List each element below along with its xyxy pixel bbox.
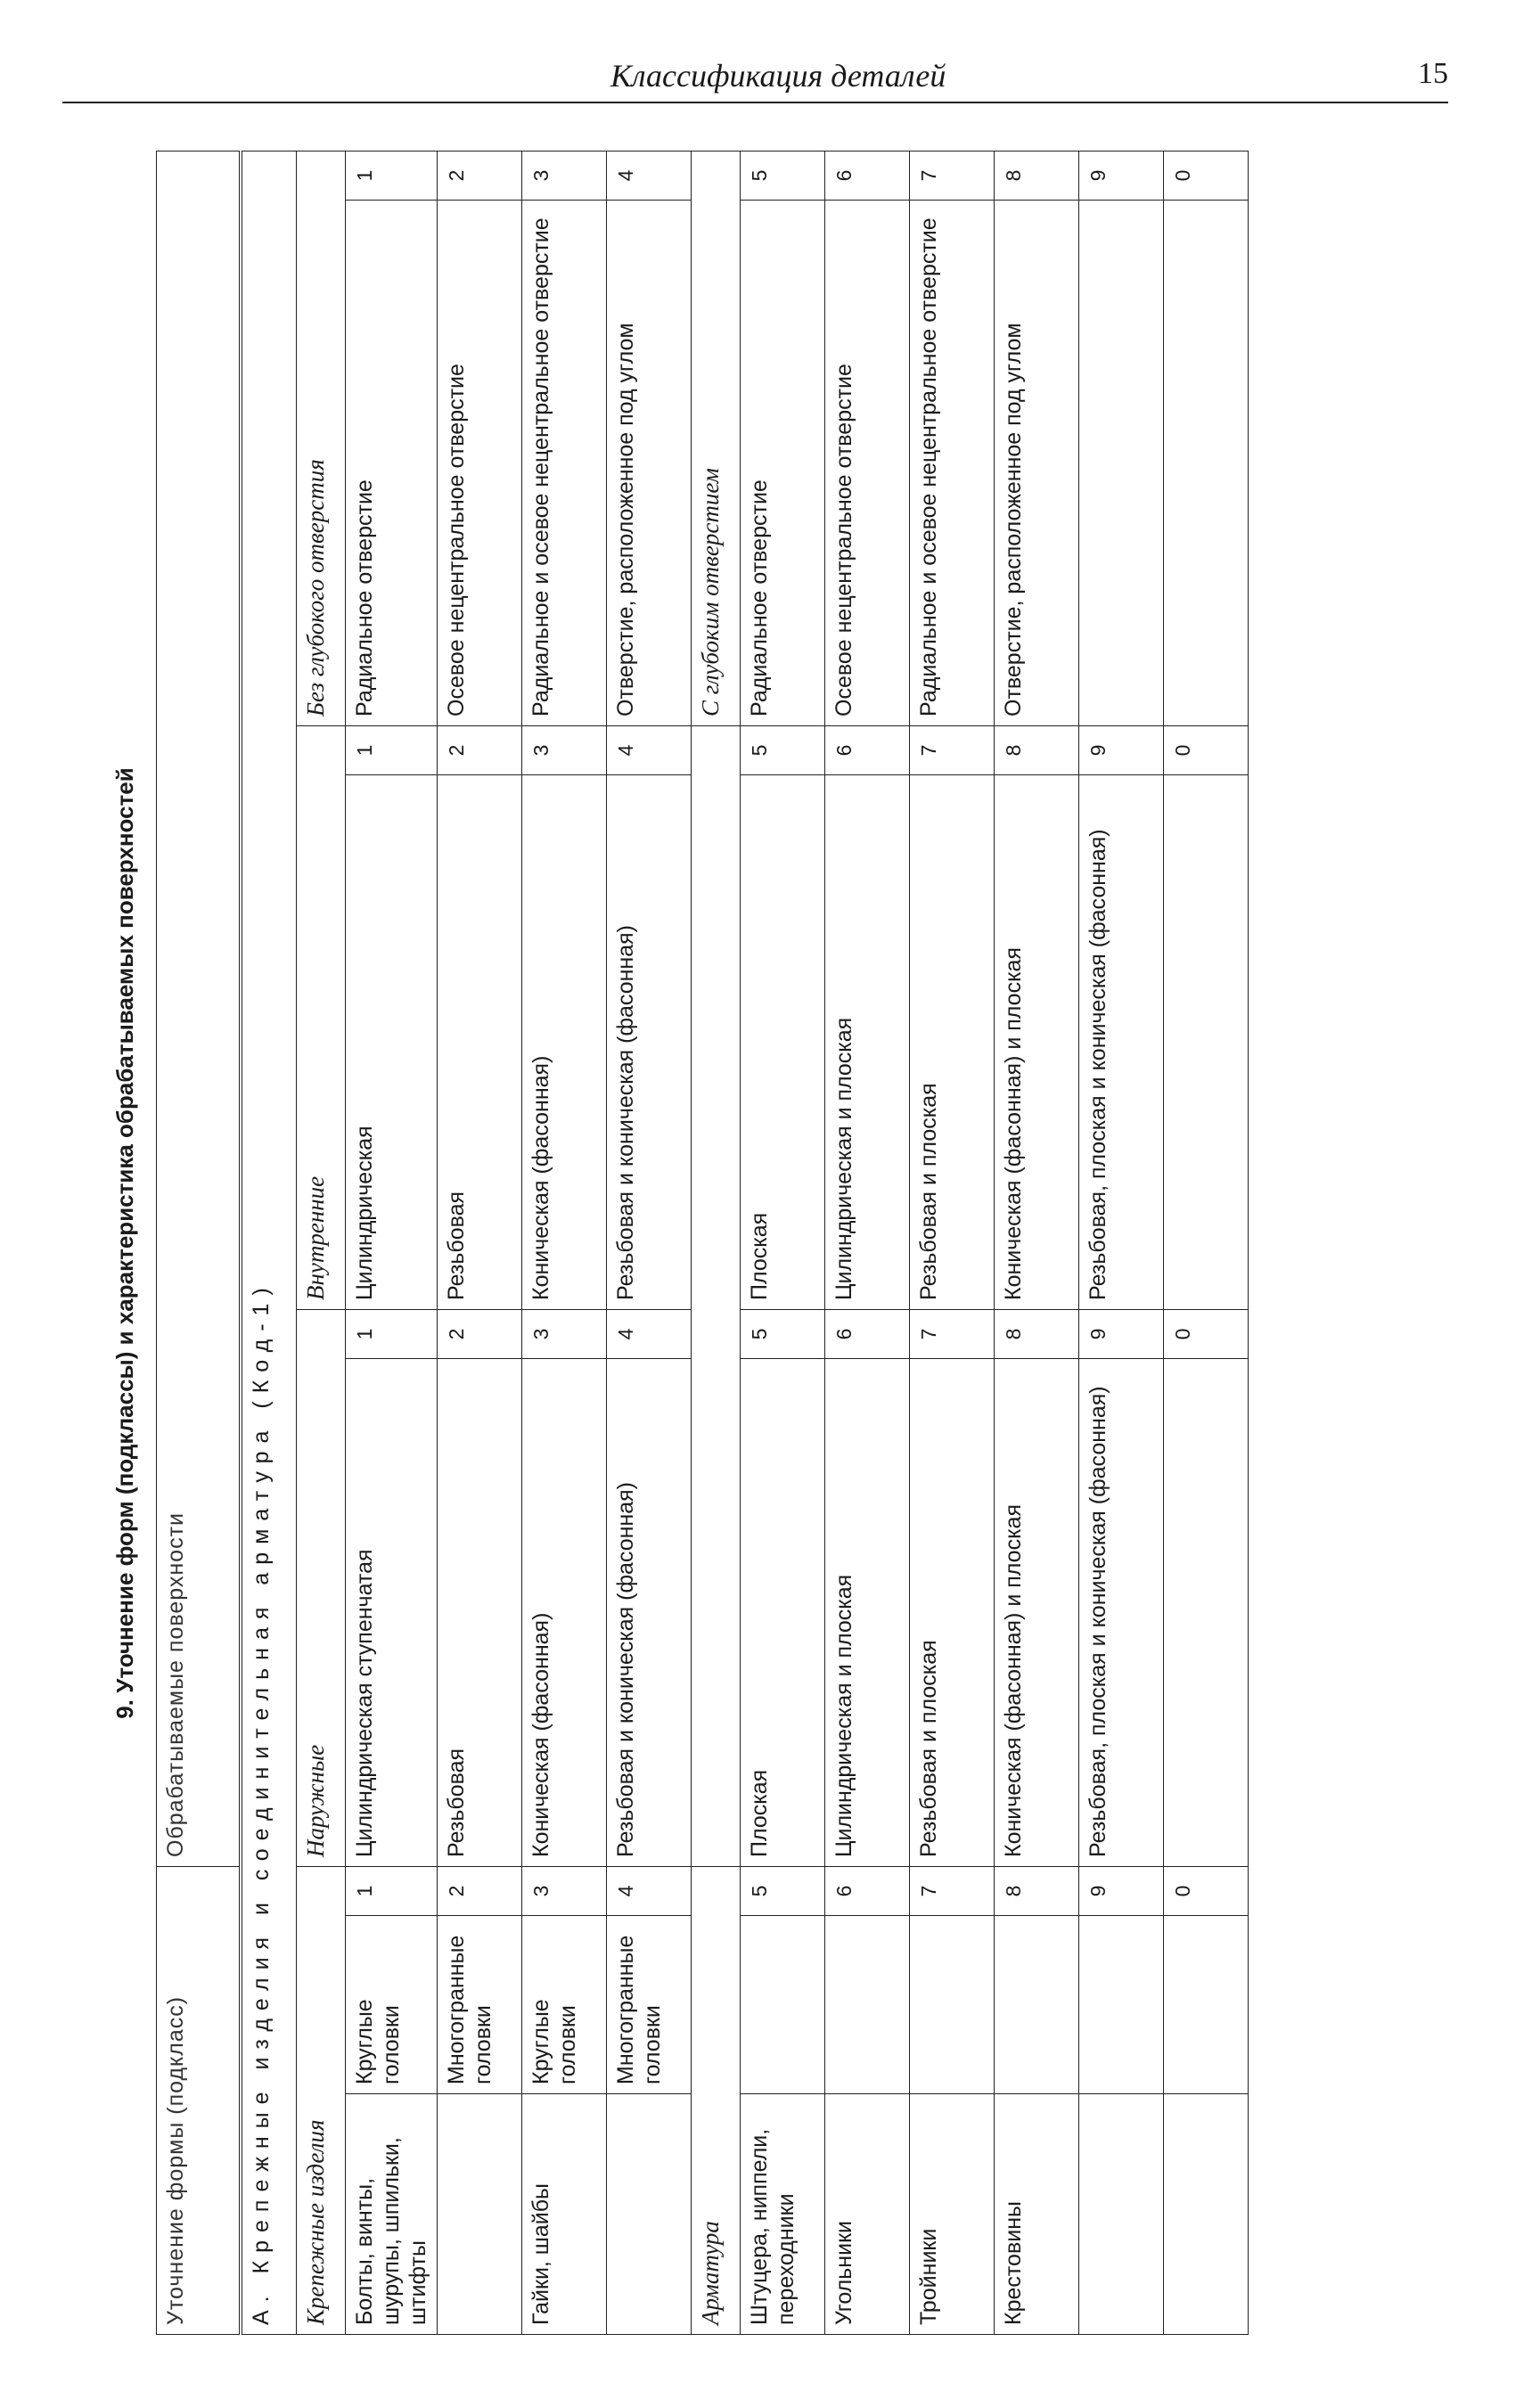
subheader-internal: Внутренние — [297, 726, 346, 1310]
row-hole: Осевое нецентральное отверстие — [438, 201, 522, 726]
row-detail: Круглые головки — [522, 1916, 607, 2094]
row-code: 8 — [995, 1867, 1079, 1916]
row-detail — [1079, 1916, 1164, 2094]
row-external-code: 0 — [1164, 1310, 1249, 1359]
row-external: Резьбовая и плоская — [910, 1359, 995, 1867]
row-group — [438, 2094, 522, 2335]
running-title: Классификация деталей — [610, 58, 946, 94]
row-external: Плоская — [741, 1359, 825, 1867]
subheader-no-deep-hole: Без глубокого отверстия — [297, 151, 346, 726]
rotated-table-page — [98, 151, 1453, 2335]
row-hole: Радиальное отверстие — [346, 201, 438, 726]
row-code: 0 — [1164, 1867, 1249, 1916]
row-code: 6 — [825, 1867, 910, 1916]
row-hole: Осевое нецентральное отверстие — [825, 201, 910, 726]
row-detail: Многогранные головки — [607, 1916, 692, 2094]
row-hole-code: 4 — [607, 151, 692, 201]
row-code: 4 — [607, 1867, 692, 1916]
row-hole-code: 6 — [825, 151, 910, 201]
row-internal-code: 6 — [825, 726, 910, 775]
row-hole-code: 8 — [995, 151, 1079, 201]
table-row — [1079, 151, 1164, 2335]
row-detail: Многогранные головки — [438, 1916, 522, 2094]
row-hole: Радиальное отверстие — [741, 201, 825, 726]
row-code: 1 — [346, 1867, 438, 1916]
header-surfaces: Обрабатываемые поверхности — [157, 151, 242, 1867]
row-internal-code: 0 — [1164, 726, 1249, 775]
table-row — [1164, 151, 1249, 2335]
table-row — [438, 151, 522, 2335]
row-internal-code: 1 — [346, 726, 438, 775]
row-internal: Резьбовая, плоская и коническая (фасонная) — [1079, 775, 1164, 1310]
row-hole-code: 7 — [910, 151, 995, 201]
row-hole — [1079, 201, 1164, 726]
row-hole-code: 3 — [522, 151, 607, 201]
row-code: 7 — [910, 1867, 995, 1916]
row-hole — [1164, 201, 1249, 726]
row-external-code: 4 — [607, 1310, 692, 1359]
running-head — [62, 53, 1448, 103]
row-group: Болты, винты, шурупы, шпильки, штифты — [346, 2094, 438, 2335]
row-hole: Отверстие, расположенное под углом — [995, 201, 1079, 726]
row-external: Резьбовая — [438, 1359, 522, 1867]
row-internal-code: 4 — [607, 726, 692, 775]
row-internal: Резьбовая и коническая (фасонная) — [607, 775, 692, 1310]
row-detail: Круглые головки — [346, 1916, 438, 2094]
row-external-code: 6 — [825, 1310, 910, 1359]
row-external: Цилиндрическая и плоская — [825, 1359, 910, 1867]
row-group: Тройники — [910, 2094, 995, 2335]
row-external: Резьбовая, плоская и коническая (фасонная) — [1079, 1359, 1164, 1867]
row-hole-code: 1 — [346, 151, 438, 201]
row-hole-code: 0 — [1164, 151, 1249, 201]
table-row — [607, 151, 692, 2335]
row-internal-code: 2 — [438, 726, 522, 775]
subheader-fasteners: Крепежные изделия — [297, 1867, 346, 2335]
row-internal: Резьбовая — [438, 775, 522, 1310]
row-code: 5 — [741, 1867, 825, 1916]
row-external: Цилиндрическая ступенчатая — [346, 1359, 438, 1867]
table-row — [522, 151, 607, 2335]
row-external-code: 1 — [346, 1310, 438, 1359]
table-row — [910, 151, 995, 2335]
classification-table — [156, 151, 1249, 2335]
row-group: Крестовины — [995, 2094, 1079, 2335]
row-hole-code: 9 — [1079, 151, 1164, 201]
row-internal: Плоская — [741, 775, 825, 1310]
table-row — [741, 151, 825, 2335]
row-group — [607, 2094, 692, 2335]
row-internal: Цилиндрическая — [346, 775, 438, 1310]
row-internal-code: 5 — [741, 726, 825, 775]
subheader-spacer — [692, 726, 741, 1867]
row-detail — [910, 1916, 995, 2094]
row-internal-code: 9 — [1079, 726, 1164, 775]
row-hole: Радиальное и осевое нецентральное отверстие — [522, 201, 607, 726]
row-detail — [1164, 1916, 1249, 2094]
row-external-code: 3 — [522, 1310, 607, 1359]
row-external-code: 2 — [438, 1310, 522, 1359]
row-hole-code: 5 — [741, 151, 825, 201]
row-external-code: 9 — [1079, 1310, 1164, 1359]
page-number: 15 — [1418, 57, 1448, 90]
row-internal-code: 7 — [910, 726, 995, 775]
row-group — [1164, 2094, 1249, 2335]
row-group: Штуцера, ниппели, переходники — [741, 2094, 825, 2335]
row-code: 3 — [522, 1867, 607, 1916]
subheader-external: Наружные — [297, 1310, 346, 1867]
section-a-title: А. Крепежные изделия и соединительная арматура (Код-1) — [241, 151, 297, 2335]
table-caption: 9. Уточнение форм (подклассы) и характеристика обрабатываемых поверхностей — [111, 767, 138, 1719]
row-internal-code: 3 — [522, 726, 607, 775]
row-hole: Радиальное и осевое нецентральное отверстие — [910, 201, 995, 726]
row-external: Коническая (фасонная) и плоская — [995, 1359, 1079, 1867]
row-code: 9 — [1079, 1867, 1164, 1916]
header-subclass: Уточнение формы (подкласс) — [157, 1867, 242, 2335]
row-internal: Коническая (фасонная) — [522, 775, 607, 1310]
row-group — [1079, 2094, 1164, 2335]
row-external — [1164, 1359, 1249, 1867]
table-row — [825, 151, 910, 2335]
row-internal: Резьбовая и плоская — [910, 775, 995, 1310]
row-external-code: 7 — [910, 1310, 995, 1359]
row-group: Гайки, шайбы — [522, 2094, 607, 2335]
table-row — [995, 151, 1079, 2335]
subheader-deep-hole: С глубоким отверстием — [692, 151, 741, 726]
row-detail — [741, 1916, 825, 2094]
table-row — [346, 151, 438, 2335]
row-group: Угольники — [825, 2094, 910, 2335]
subheader-armatura: Арматура — [692, 1867, 741, 2335]
row-internal-code: 8 — [995, 726, 1079, 775]
row-code: 2 — [438, 1867, 522, 1916]
row-hole-code: 2 — [438, 151, 522, 201]
row-external: Резьбовая и коническая (фасонная) — [607, 1359, 692, 1867]
row-internal: Цилиндрическая и плоская — [825, 775, 910, 1310]
row-external-code: 8 — [995, 1310, 1079, 1359]
row-internal: Коническая (фасонная) и плоская — [995, 775, 1079, 1310]
row-external: Коническая (фасонная) — [522, 1359, 607, 1867]
row-external-code: 5 — [741, 1310, 825, 1359]
row-detail — [995, 1916, 1079, 2094]
row-internal — [1164, 775, 1249, 1310]
row-hole: Отверстие, расположенное под углом — [607, 201, 692, 726]
row-detail — [825, 1916, 910, 2094]
